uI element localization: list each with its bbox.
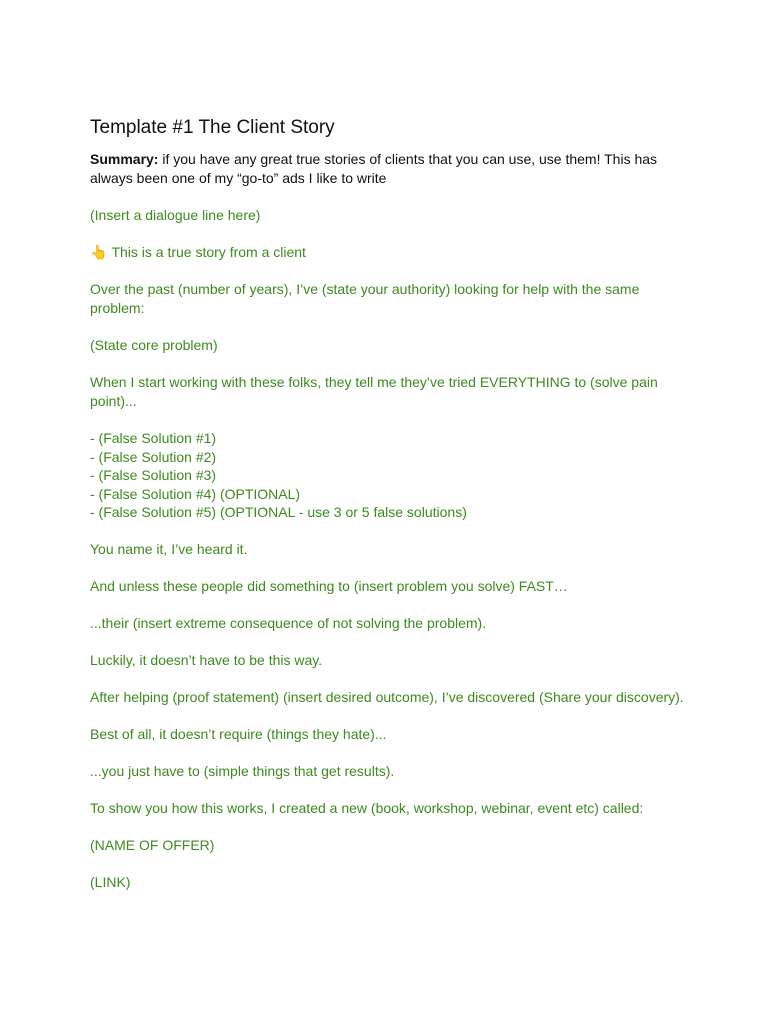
false-solutions-list <box>90 429 690 522</box>
simple-things-paragraph: ...you just have to (simple things that get results). <box>90 762 395 779</box>
summary-paragraph <box>90 150 690 188</box>
tried-everything-paragraph: When I start working with these folks, they tell me they’ve tried EVERYTHING to (solve pain point)... <box>90 374 662 409</box>
document-page <box>90 116 690 910</box>
list-item: - (False Solution #2) <box>90 448 217 465</box>
unless-fast-paragraph: And unless these people did something to (insert problem you solve) FAST… <box>90 577 568 594</box>
heard-it-paragraph: You name it, I’ve heard it. <box>90 540 248 557</box>
list-item: - (False Solution #1) <box>90 430 217 446</box>
link-paragraph: (LINK) <box>90 873 131 890</box>
true-story-paragraph <box>90 243 690 262</box>
true-story-text: This is a true story from a client <box>111 244 306 260</box>
show-you-paragraph: To show you how this works, I created a new (book, workshop, webinar, event etc) called: <box>90 799 644 816</box>
best-of-all-paragraph: Best of all, it doesn’t require (things they hate)... <box>90 725 387 742</box>
discovery-paragraph: After helping (proof statement) (insert desired outcome), I’ve discovered (Share your discovery). <box>90 688 684 705</box>
list-item: - (False Solution #5) (OPTIONAL - use 3 or 5 false solutions) <box>90 504 467 521</box>
consequence-paragraph: ...their (insert extreme consequence of not solving the problem). <box>90 614 487 631</box>
summary-label: Summary: <box>90 151 159 167</box>
document-title: Template #1 The Client Story <box>90 117 335 138</box>
summary-text: if you have any great true stories of clients that you can use, use them! This has always been one of my “go-to” ads I like to write <box>90 151 658 186</box>
authority-paragraph: Over the past (number of years), I’ve (state your authority) looking for help with the same problem: <box>90 281 644 316</box>
list-item: - (False Solution #3) <box>90 467 217 484</box>
core-problem-paragraph: (State core problem) <box>90 337 218 353</box>
list-item: - (False Solution #4) (OPTIONAL) <box>90 485 301 502</box>
dialogue-line-paragraph: (Insert a dialogue line here) <box>90 207 261 223</box>
luckily-paragraph: Luckily, it doesn’t have to be this way. <box>90 651 323 668</box>
offer-name-paragraph: (NAME OF OFFER) <box>90 836 215 853</box>
pointing-up-hand-icon: 👆 <box>90 244 108 260</box>
